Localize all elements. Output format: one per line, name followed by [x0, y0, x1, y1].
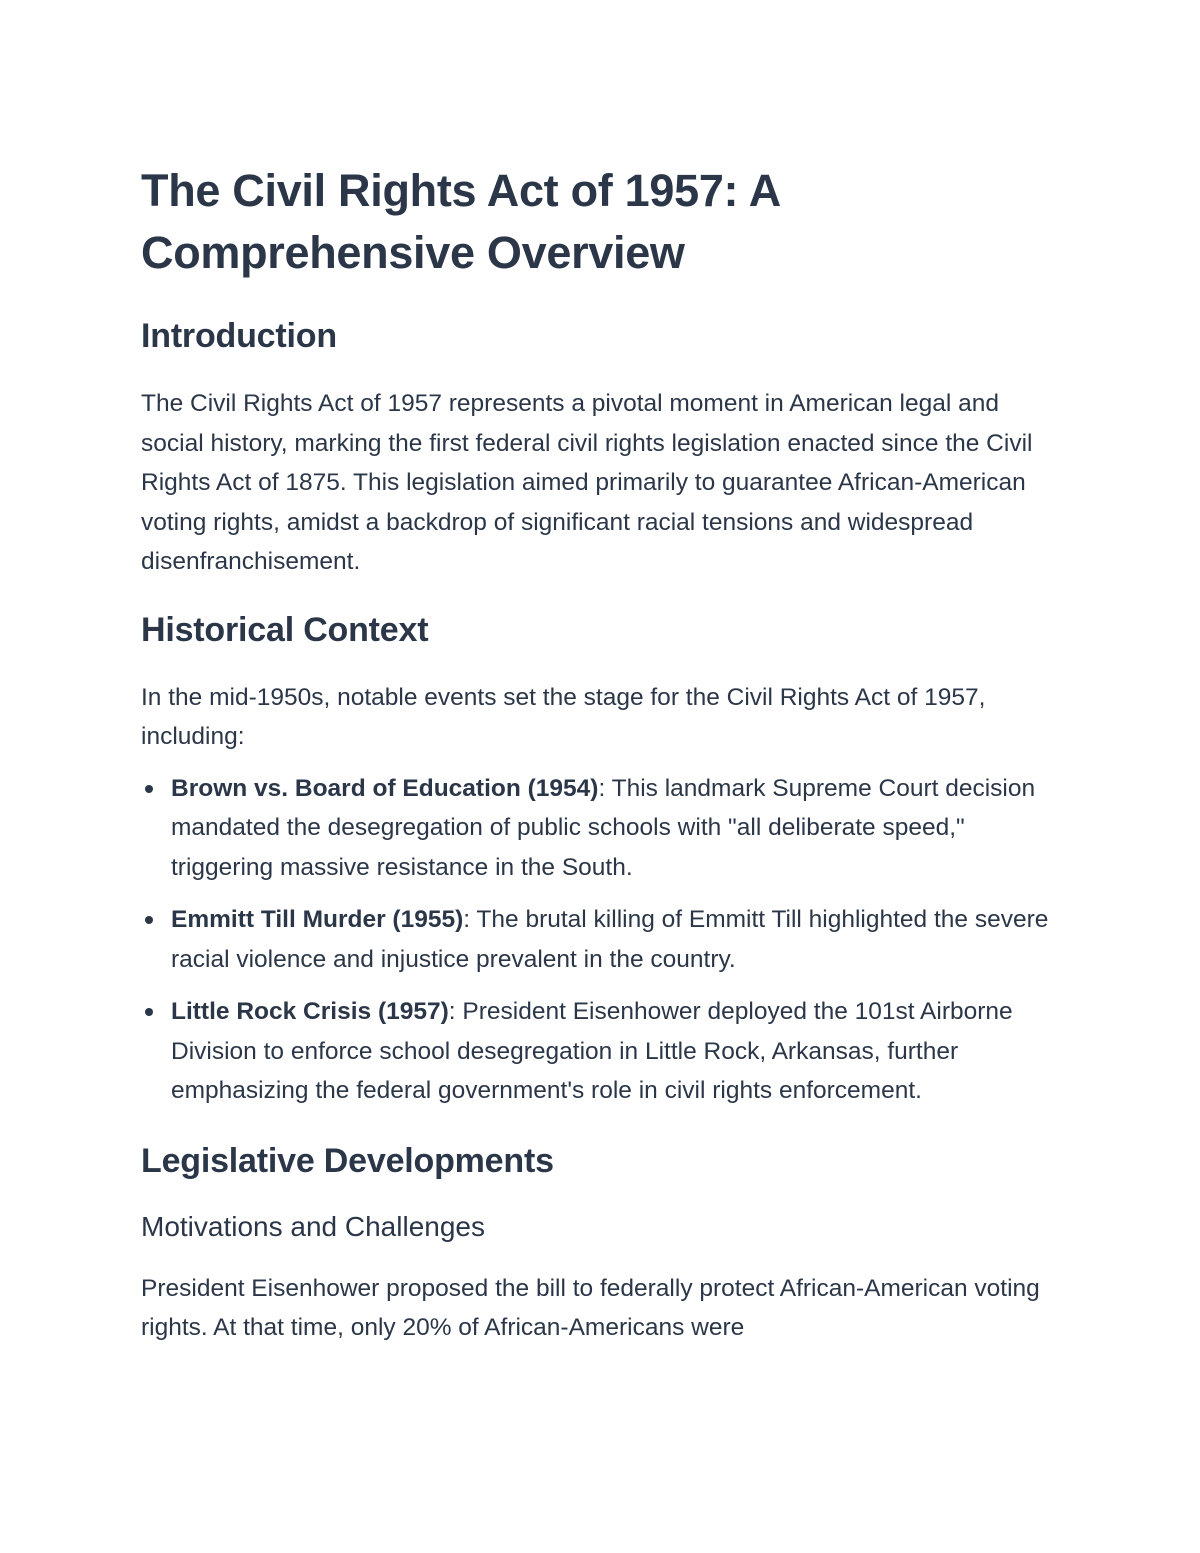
subsection-heading-motivations: Motivations and Challenges — [141, 1210, 485, 1242]
section-heading-legislative-developments: Legislative Developments — [141, 1141, 554, 1180]
bullet-icon — [145, 785, 153, 793]
list-item — [141, 900, 1061, 979]
bullet-icon — [145, 916, 153, 924]
list-item-term: Emmitt Till Murder (1955) — [171, 906, 464, 933]
list-item-term: Brown vs. Board of Education (1954) — [171, 774, 599, 802]
section-heading-introduction: Introduction — [141, 317, 337, 355]
list-item-text: : The brutal killing of Emmitt Till highlighted the severe racial violence and injustice prevalent in the country. — [171, 906, 1049, 973]
bullet-icon — [145, 1008, 153, 1016]
historical-context-paragraph: In the mid-1950s, notable events set the stage for the Civil Rights Act of 1957, including: — [141, 683, 986, 750]
list-item-text: : President Eisenhower deployed the 101st Airborne Division to enforce school desegregation in Little Rock, Arkansas, further emphasizing the federal government's role in civil rights enforcement. — [171, 998, 1013, 1104]
document-page — [141, 160, 1061, 1348]
historical-events-list — [141, 769, 1061, 1111]
list-item-term: Little Rock Crisis (1957) — [171, 998, 449, 1025]
document-title: The Civil Rights Act of 1957: A Comprehensive Overview — [141, 165, 780, 278]
list-item — [141, 769, 1061, 888]
list-item — [141, 992, 1061, 1111]
motivations-paragraph: President Eisenhower proposed the bill to federally protect African-American voting rights. At that time, only 20% of African-Americans were — [141, 1274, 1040, 1341]
introduction-paragraph: The Civil Rights Act of 1957 represents a pivotal moment in American legal and social history, marking the first federal civil rights legislation enacted since the Civil Rights Act of 1875. This legislation aimed primarily to guarantee African-American voting rights, amidst a backdrop of significant racial tensions and widespread disenfranchisement. — [141, 390, 1033, 575]
list-item-text: : This landmark Supreme Court decision mandated the desegregation of public schools with "all deliberate speed," triggering massive resistance in the South. — [171, 774, 1036, 881]
section-heading-historical-context: Historical Context — [141, 610, 429, 649]
